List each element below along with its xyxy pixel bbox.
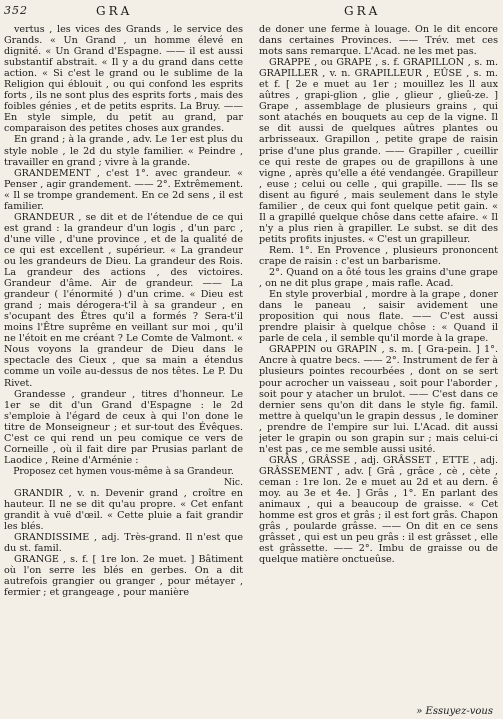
left-column [4,24,243,714]
verse-quote: Proposez cet hymen vous-même à sa Grandeur. [13,465,234,477]
entry-grandissime-paragraph: GRANDISSIME , adj. Très-grand. Il n'est que du st. famil. [4,532,243,555]
right-running-head: GRA [344,4,381,18]
entry-grandesse-paragraph: Grandesse , grandeur , titres d'honneur. Le 1er se dit d'un Grand d'Espagne : le 2d s'emploie à l'égard de ceux à qui l'on done le titre de Monseigneur ; et sur-tout des Évêques. C'est ce qui rend un peu comique ce vers de Corneille , où il fait dire par Prusias parlant de Laodice , Reine d'Arménie : [4,388,243,466]
remark-2-paragraph: 2°. Quand on a ôté tous les grains d'une grape , on ne dit plus grape , mais rafle. Acad. [259,267,498,290]
entry-grand-paragraph: vertus , les vices des Grands , le service des Grands. « Un Grand , un homme élevé en dignité. « Un Grand d'Espagne. —— il est aussi substantif abstrait. « Il y a du grand dans cette action. « Si c'est le grand ou le sublime de la Religion qui éblouit , ou qui confond les esprits forts , ils ne sont plus des esprits forts , mais des foibles génies , et de petits esprits. La Bruy. —— En style simple, du petit au grand, par comparaison des petites choses aux grandes. [4,24,243,135]
remark-1-paragraph: Rem. 1°. En Provence , plusieurs prononcent crape de raisin : c'est un barbarisme. [259,244,498,267]
catchword: » Essuyez-vous [416,706,493,717]
proverb-paragraph: En style proverbial , mordre à la grape , doner dans le paneau , saisir avidement une proposition qui nous flate. —— C'est aussi prendre plaisir à quelque chôse : « Quand il parle de cela , il semble qu'il morde à la grape. [259,289,498,345]
page-number: 352 [4,4,28,17]
entry-grandement-paragraph: GRANDEMENT , c'est 1°. avec grandeur. « Penser , agir grandement. —— 2°. Extrêmement. « Il se trompe grandement. En ce 2d sens , il est familier. [4,167,243,212]
entry-grappe-paragraph: GRAPPE , ou GRAPE , s. f. GRAPILLON , s. m. GRAPILLER , v. n. GRAPILLEUR , EÛSE , s. m. et f. [ 2e e muet au 1er ; mouillez les ll aux aûtres , grapi-glion , glie , glieur , glieû-ze. ] Grape , assemblage de plusieurs grains , qui sont atachés en bouquets au cep de la vigne. Il se dit aussi de quelques aûtres plantes ou arbrisseaux. Grapillon , petite grape de raisin prise d'une plus grande. —— Grapiller , cueillir ce qui reste de grapes ou de grapillons à une vigne , après qu'elle a été vendangée. Grapilleur , euse ; celui ou celle , qui grapille. —— Ils se disent au figuré , mais seulement dans le style familier , de ceux qui font quelque petit gain. « Il a grapillé quelque chôse dans cette afaire. « Il n'y a plus rien à grapiller. Le subst. se dit des petits profits injustes. « C'est un grapilleur. [259,57,498,245]
running-header [4,4,495,22]
entry-grandir-paragraph: GRANDIR , v. n. Devenir grand , croître en hauteur. Il ne se dit qu'au propre. « Cet enfant grandit à vuë d'œil. « Cette pluie a fait grandir les blés. [4,487,243,533]
entry-grappin-paragraph: GRAPPIN ou GRAPIN , s. m. [ Gra-pein. ] 1°. Ancre à quatre becs. —— 2°. Instrument de fer à plusieurs pointes recourbées , dont on se sert pour acrocher un vaisseau , soit pour l'aborder , soit pour y atacher un brulot. —— C'est dans ce dernier sens qu'on dit dans le style fig. famil. mettre à quelqu'un le grapin dessus , le dominer , prendre de l'empire sur lui. L'Acad. dit aussi jeter le grapin ou son grapin sur ; mais celui-ci n'est pas , ce me semble aussi usité. [259,344,498,455]
entry-en-grand-paragraph: En grand ; à la grande , adv. Le 1er est plus du style noble , le 2d du style familier. « Peindre , travailler en grand ; vivre à la grande. [4,134,243,168]
entry-grandeur-paragraph: GRANDEUR , se dit et de l'étendue de ce qui est grand : la grandeur d'un logis , d'un parc , d'une ville , d'une province , et de la qualité de ce qui est excellent , supérieur. « La grandeur ou les grandeurs de Dieu. La grandeur des Rois. La grandeur des actions , des victoires. Grandeur d'âme. Air de grandeur. —— La grandeur ( l'énormité ) d'un crime. « Dieu est grand ; mais dérogera-t'il à sa grandeur , en s'ocupant des Êtres qu'il a formés ? Sera-t'il moins l'Être suprême en veillant sur moi , qu'il ne l'étoit en me créant ? Le Comte de Valmont. « Nous voyons la grandeur de Dieu dans le spectacle des Cieux , que sa main a étendus comme un voile au-dessus de nos têtes. Le P. Du Rivet. [4,211,243,389]
entry-grange-paragraph: GRANGE , s. f. [ 1re lon. 2e muet. ] Bâtiment où l'on serre les blés en gerbes. On a dit autrefois grangier ou granger , pour métayer , fermier ; et grangeage , pour manière [4,554,243,599]
left-running-head: GRA [96,4,133,18]
entry-gras-paragraph: GRÂS , GRÂSSE , adj. GRÂSSET , ETTE , adj. GRÂSSEMENT , adv. [ Grâ , grâce , cè , cète , ceman : 1re lon. 2e e muet au 2d et au dern. ê moy. au 3e et 4e. ] Grâs , 1°. En parlant des animaux , qui a beaucoup de graisse. « Cet homme est gros et grâs ; il est fort grâs. Chapon grâs , poularde grâsse. —— On dit en ce sens grâsset , qui est un peu grâs : il est grâsset , elle est grâssette. —— 2°. Imbu de graisse ou de quelque matière onctueûse. [259,454,498,566]
right-column [259,24,498,714]
verse-source: Nic. [223,476,243,488]
entry-grange-continued: de doner une ferme à louage. On le dit encore dans certaines Provinces. —— Trév. met ces mots sans remarque. L'Acad. ne les met pas. [259,24,498,58]
